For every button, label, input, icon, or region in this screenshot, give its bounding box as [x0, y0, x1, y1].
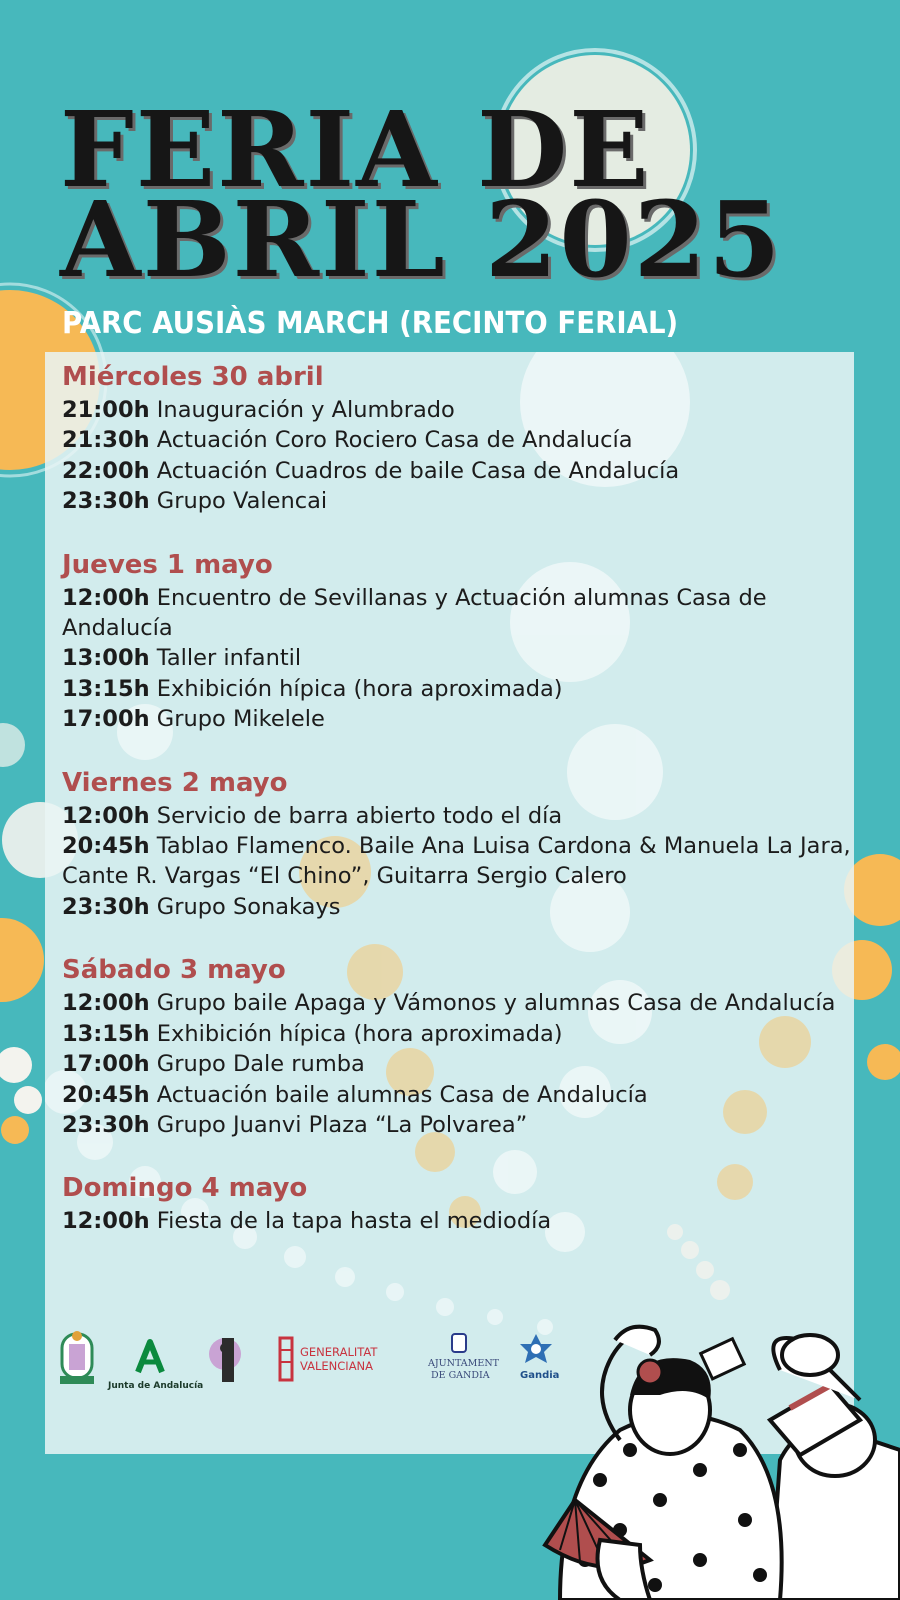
ajuntament-label-2: DE GANDIA	[431, 1370, 490, 1381]
event-text: Grupo Sonakays	[156, 893, 341, 920]
day-title: Viernes 2 mayo	[62, 767, 288, 798]
event-time: 12:00h	[62, 1208, 150, 1235]
event-text: Encuentro de Sevillanas y Actuación alumnas Casa de Andalucía	[62, 584, 767, 642]
event-text: Actuación baile alumnas Casa de Andalucía	[156, 1081, 648, 1108]
event-time: 22:00h	[62, 457, 150, 484]
event-text: Exhibición hípica (hora aproximada)	[156, 1020, 563, 1047]
event-text: Tablao Flamenco. Baile Ana Luisa Cardona & Manuela La Jara, Cante R. Vargas “El Chino”, Guitarra Sergio Calero	[62, 833, 851, 890]
event-text: Grupo Juanvi Plaza “La Polvarea”	[156, 1111, 528, 1138]
event-time: 13:15h	[62, 675, 150, 702]
event-time: 21:00h	[62, 397, 150, 423]
gandia-label: Gandia	[520, 1370, 560, 1381]
event-time: 13:15h	[62, 1020, 150, 1047]
man-figure	[770, 1335, 900, 1600]
generalitat-label-1: GENERALITAT	[300, 1345, 378, 1359]
poster-title-line1: FERIA DE	[60, 88, 651, 211]
event-text: Grupo Mikelele	[156, 706, 325, 733]
event-text: Servicio de barra abierto todo el día	[156, 802, 563, 829]
junta-label: Junta de Andalucía	[108, 1381, 204, 1390]
event-time: 23:30h	[62, 893, 150, 920]
event-time: 20:45h	[62, 1081, 150, 1108]
event-text: Fiesta de la tapa hasta el mediodía	[156, 1208, 552, 1235]
event-time: 23:30h	[62, 488, 150, 515]
day-title: Miércoles 30 abril	[62, 362, 324, 392]
event-text: Grupo Valencai	[156, 488, 328, 515]
event-time: 12:00h	[62, 584, 150, 611]
event-text: Actuación Cuadros de baile Casa de Andalucía	[156, 457, 680, 484]
event-time: 20:45h	[62, 833, 150, 860]
event-text: Grupo Dale rumba	[156, 1051, 365, 1078]
event-text: Exhibición hípica (hora aproximada)	[156, 675, 563, 702]
event-text: Taller infantil	[156, 645, 302, 672]
event-time: 21:30h	[62, 427, 150, 454]
generalitat-label-2: VALENCIANA	[300, 1359, 374, 1373]
event-time: 23:30h	[62, 1111, 150, 1138]
event-text: Inauguración y Alumbrado	[156, 397, 455, 423]
day-title: Domingo 4 mayo	[62, 1173, 308, 1204]
venue-label: PARC AUSIÀS MARCH (RECINTO FERIAL)	[62, 306, 679, 341]
event-text: Grupo baile Apaga y Vámonos y alumnas Casa de Andalucía	[156, 990, 836, 1017]
event-time: 17:00h	[62, 706, 150, 733]
ajuntament-label-1: AJUNTAMENT	[428, 1358, 499, 1369]
event-time: 13:00h	[62, 645, 150, 672]
woman-figure	[545, 1327, 782, 1600]
event-time: 17:00h	[62, 1051, 150, 1078]
poster-title-line2: ABRIL 2025	[60, 178, 783, 301]
event-time: 12:00h	[62, 990, 150, 1017]
day-title: Sábado 3 mayo	[62, 955, 286, 986]
event-time: 12:00h	[62, 802, 150, 829]
event-text: Actuación Coro Rociero Casa de Andalucía	[156, 427, 633, 454]
day-title: Jueves 1 mayo	[62, 549, 273, 580]
